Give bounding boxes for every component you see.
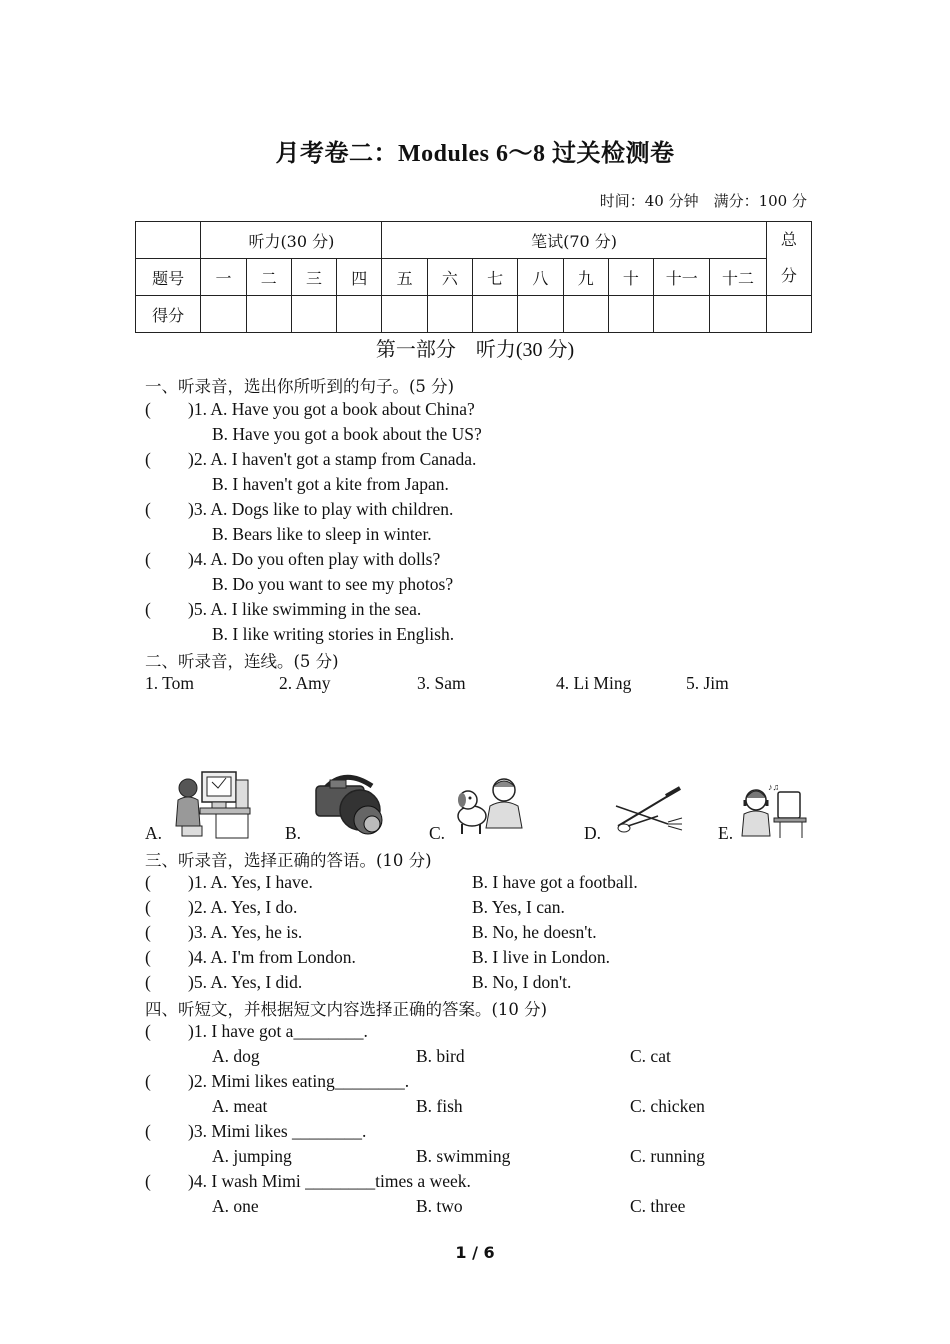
section4-heading: 四、听短文，并根据短文内容选择正确的答案。(10 分) [145,1000,548,1019]
question-option-b: B. Yes, I can. [472,897,565,917]
question-text: )3. Mimi likes ________. [188,1121,367,1141]
question-option-b: B. I haven't got a kite from Japan. [212,474,449,494]
total-bottom: 分 [780,266,797,285]
picture-label: D. [584,823,602,843]
question-option-b: B. No, he doesn't. [472,922,597,942]
page-number: 1 / 6 [455,1243,495,1262]
question-option-b: B. Bears like to sleep in winter. [212,524,432,544]
answer-paren[interactable]: ( [145,947,151,967]
option-b: B. swimming [416,1146,511,1166]
answer-paren[interactable]: ( [145,599,151,619]
column-header: 七 [472,259,517,296]
column-header: 四 [337,259,382,296]
column-header: 九 [563,259,608,296]
picture-label: A. [145,823,163,843]
answer-paren[interactable]: ( [145,549,151,569]
section2-heading: 二、听录音，连线。(5 分) [145,652,339,671]
knife-fork-spoon-icon[interactable] [608,786,688,836]
question-option-a: )1. A. Have you got a book about China? [188,399,475,419]
answer-paren[interactable]: ( [145,972,151,992]
question-option-b: B. No, I don't. [472,972,572,992]
question-text: )2. Mimi likes eating________. [188,1071,410,1091]
boy-with-dog-icon[interactable] [454,776,526,838]
column-header: 八 [518,259,563,296]
column-header: 十 [608,259,653,296]
time-score-info: 时间：40 分钟 满分：100 分 [599,192,807,210]
question-option-a: )3. A. Yes, he is. [188,922,303,942]
score-cell[interactable] [246,296,291,333]
person-name[interactable]: 2. Amy [279,673,331,693]
person-name[interactable]: 1. Tom [145,673,195,693]
question-option-a: )2. A. I haven't got a stamp from Canada. [188,449,477,469]
column-header: 三 [291,259,336,296]
answer-paren[interactable]: ( [145,872,151,892]
answer-paren[interactable]: ( [145,1071,151,1091]
question-option-b: B. Do you want to see my photos? [212,574,454,594]
total-header [766,222,811,296]
picture-label: E. [718,823,734,843]
question-option-b: B. I live in London. [472,947,611,967]
option-a: A. one [212,1196,259,1216]
column-header: 一 [201,259,246,296]
answer-paren[interactable]: ( [145,399,151,419]
page-title: 月考卷二：Modules 6～8 过关检测卷 [275,141,675,167]
question-text: )4. I wash Mimi ________times a week. [188,1171,471,1191]
score-cell[interactable] [291,296,336,333]
section1-heading: 一、听录音，选出你所听到的句子。(5 分) [145,377,455,396]
answer-paren[interactable]: ( [145,499,151,519]
score-cell[interactable] [518,296,563,333]
score-cell[interactable] [766,296,811,333]
question-option-b: B. Have you got a book about the US? [212,424,482,444]
score-table [135,221,812,333]
option-c: C. three [630,1196,686,1216]
part1-title: 第一部分 听力(30 分) [375,339,575,361]
option-c: C. cat [630,1046,671,1066]
answer-paren[interactable]: ( [145,1021,151,1041]
listening-header: 听力(30 分) [201,222,382,259]
score-cell[interactable] [201,296,246,333]
score-cell[interactable] [337,296,382,333]
svg-text:♪♫: ♪♫ [768,782,780,792]
picture-label: C. [429,823,446,843]
score-cell[interactable] [472,296,517,333]
score-table-corner [136,222,201,259]
person-name[interactable]: 4. Li Ming [556,673,632,693]
question-option-b: B. I like writing stories in English. [212,624,455,644]
option-a: A. jumping [212,1146,292,1166]
picture-label: B. [285,823,302,843]
score-cell[interactable] [427,296,472,333]
option-c: C. chicken [630,1096,705,1116]
answer-paren[interactable]: ( [145,1121,151,1141]
score-cell[interactable] [654,296,710,333]
column-header: 五 [382,259,427,296]
boy-listening-music-icon[interactable] [740,782,808,840]
question-text: )1. I have got a________. [188,1021,368,1041]
score-cell[interactable] [710,296,766,333]
row-label-score: 得分 [136,296,201,333]
option-c: C. running [630,1146,705,1166]
option-b: B. bird [416,1046,465,1066]
answer-paren[interactable]: ( [145,1171,151,1191]
person-name[interactable]: 3. Sam [417,673,466,693]
answer-paren[interactable]: ( [145,922,151,942]
option-b: B. two [416,1196,463,1216]
column-header: 二 [246,259,291,296]
question-option-a: )3. A. Dogs like to play with children. [188,499,454,519]
camera-icon[interactable] [312,770,392,840]
option-a: A. meat [212,1096,268,1116]
option-a: A. dog [212,1046,260,1066]
question-option-a: )1. A. Yes, I have. [188,872,313,892]
score-cell[interactable] [608,296,653,333]
score-cell[interactable] [382,296,427,333]
option-b: B. fish [416,1096,463,1116]
section3-heading: 三、听录音，选择正确的答语。(10 分) [145,851,432,870]
boy-at-computer-icon[interactable] [172,770,252,840]
answer-paren[interactable]: ( [145,449,151,469]
question-option-a: )5. A. Yes, I did. [188,972,303,992]
question-option-a: )4. A. Do you often play with dolls? [188,549,441,569]
writing-header: 笔试(70 分) [382,222,766,259]
total-top: 总 [780,230,797,249]
column-header: 十二 [710,259,766,296]
column-header: 六 [427,259,472,296]
question-option-a: )2. A. Yes, I do. [188,897,298,917]
column-header: 十一 [654,259,710,296]
question-option-a: )4. A. I'm from London. [188,947,356,967]
answer-paren[interactable]: ( [145,897,151,917]
question-option-a: )5. A. I like swimming in the sea. [188,599,422,619]
score-cell[interactable] [563,296,608,333]
person-name[interactable]: 5. Jim [686,673,729,693]
row-label-number: 题号 [136,259,201,296]
question-option-b: B. I have got a football. [472,872,638,892]
